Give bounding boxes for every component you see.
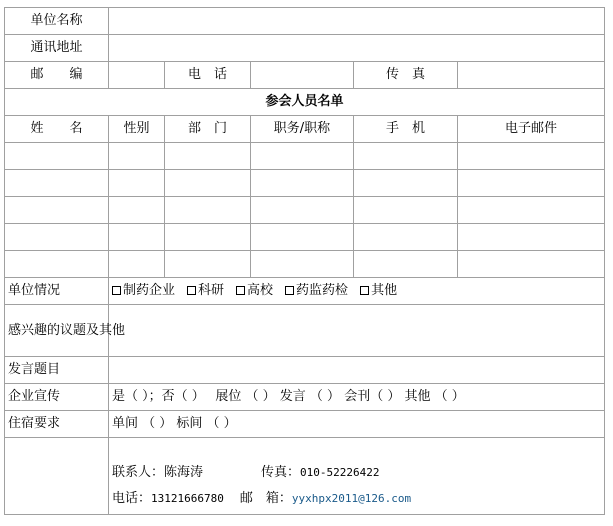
roster-cell[interactable] (165, 251, 251, 278)
roster-cell[interactable] (354, 224, 458, 251)
unit-status-label: 单位情况 (5, 278, 109, 305)
roster-cell[interactable] (354, 143, 458, 170)
contact-fax-label: 传真： (261, 465, 301, 480)
roster-cell[interactable] (458, 197, 605, 224)
speech-label: 发言题目 (5, 357, 109, 384)
topics-row (5, 305, 605, 357)
contact-email-link[interactable]: yyxhpx2011@126.com (291, 492, 412, 505)
unit-name-label: 单位名称 (5, 8, 109, 35)
checkbox-icon[interactable] (236, 286, 245, 295)
col-department: 部 门 (165, 116, 251, 143)
checkbox-icon[interactable] (187, 286, 196, 295)
col-title: 职务/职称 (251, 116, 354, 143)
roster-row (5, 170, 605, 197)
roster-cell[interactable] (251, 224, 354, 251)
roster-cell[interactable] (165, 170, 251, 197)
checkbox-icon[interactable] (360, 286, 369, 295)
roster-row (5, 197, 605, 224)
roster-cell[interactable] (165, 224, 251, 251)
roster-cell[interactable] (109, 170, 165, 197)
roster-row (5, 224, 605, 251)
contact-phone: 13121666780 (151, 492, 224, 505)
promo-label: 企业宣传 (5, 384, 109, 411)
unit-status-row (5, 278, 605, 305)
lodging-row (5, 411, 605, 438)
col-gender: 性别 (109, 116, 165, 143)
contact-person-label: 联系人： (112, 465, 165, 480)
roster-cell[interactable] (251, 170, 354, 197)
roster-cell[interactable] (251, 251, 354, 278)
registration-form (4, 7, 605, 515)
option-university[interactable]: 高校 (236, 283, 273, 298)
address-field[interactable] (109, 35, 605, 62)
roster-cell[interactable] (109, 197, 165, 224)
contact-row (5, 438, 605, 515)
address-label: 通讯地址 (5, 35, 109, 62)
roster-cell[interactable] (354, 251, 458, 278)
col-mobile: 手 机 (354, 116, 458, 143)
roster-row (5, 251, 605, 278)
option-research[interactable]: 科研 (187, 283, 224, 298)
promo-row (5, 384, 605, 411)
postcode-phone-fax-row (5, 62, 605, 89)
postcode-label: 邮 编 (5, 62, 109, 89)
roster-cell[interactable] (5, 170, 109, 197)
topics-label: 感兴趣的议题及其他 (5, 305, 109, 357)
roster-header-row (5, 116, 605, 143)
col-email: 电子邮件 (458, 116, 605, 143)
roster-cell[interactable] (251, 143, 354, 170)
contact-info (109, 438, 605, 515)
roster-title: 参会人员名单 (5, 89, 605, 116)
fax-field[interactable] (458, 62, 605, 89)
roster-cell[interactable] (354, 170, 458, 197)
phone-field[interactable] (251, 62, 354, 89)
roster-cell[interactable] (109, 143, 165, 170)
unit-name-row (5, 8, 605, 35)
roster-cell[interactable] (458, 224, 605, 251)
roster-cell[interactable] (251, 197, 354, 224)
contact-phone-label: 电话： (112, 491, 152, 506)
speech-field[interactable] (109, 357, 605, 384)
speech-row (5, 357, 605, 384)
roster-row (5, 143, 605, 170)
postcode-field[interactable] (109, 62, 165, 89)
contact-mail-label: 邮 箱： (239, 491, 292, 506)
promo-options[interactable]: 是（ ）；否（ ） 展位 （ ） 发言 （ ） 会刊（ ） 其他 （ ） (109, 384, 605, 411)
roster-cell[interactable] (458, 170, 605, 197)
roster-cell[interactable] (354, 197, 458, 224)
contact-line-2 (112, 486, 601, 512)
roster-cell[interactable] (109, 224, 165, 251)
lodging-label: 住宿要求 (5, 411, 109, 438)
option-other[interactable]: 其他 (360, 283, 397, 298)
roster-cell[interactable] (5, 197, 109, 224)
roster-cell[interactable] (109, 251, 165, 278)
checkbox-icon[interactable] (112, 286, 121, 295)
contact-blank (5, 438, 109, 515)
roster-cell[interactable] (165, 143, 251, 170)
lodging-options[interactable]: 单间 （ ） 标间 （ ） (109, 411, 605, 438)
roster-cell[interactable] (458, 251, 605, 278)
col-name: 姓 名 (5, 116, 109, 143)
contact-line-1 (112, 460, 601, 486)
roster-cell[interactable] (165, 197, 251, 224)
topics-field[interactable] (109, 305, 605, 357)
unit-status-options (109, 278, 605, 305)
contact-person: 陈海涛 (164, 465, 204, 480)
contact-fax: 010-52226422 (300, 466, 380, 479)
roster-cell[interactable] (5, 224, 109, 251)
roster-cell[interactable] (458, 143, 605, 170)
option-drug-regulator[interactable]: 药监药检 (285, 283, 348, 298)
phone-label: 电 话 (165, 62, 251, 89)
option-pharma[interactable]: 制药企业 (112, 283, 175, 298)
roster-cell[interactable] (5, 143, 109, 170)
fax-label: 传 真 (354, 62, 458, 89)
unit-name-field[interactable] (109, 8, 605, 35)
address-row (5, 35, 605, 62)
roster-title-row (5, 89, 605, 116)
roster-cell[interactable] (5, 251, 109, 278)
checkbox-icon[interactable] (285, 286, 294, 295)
